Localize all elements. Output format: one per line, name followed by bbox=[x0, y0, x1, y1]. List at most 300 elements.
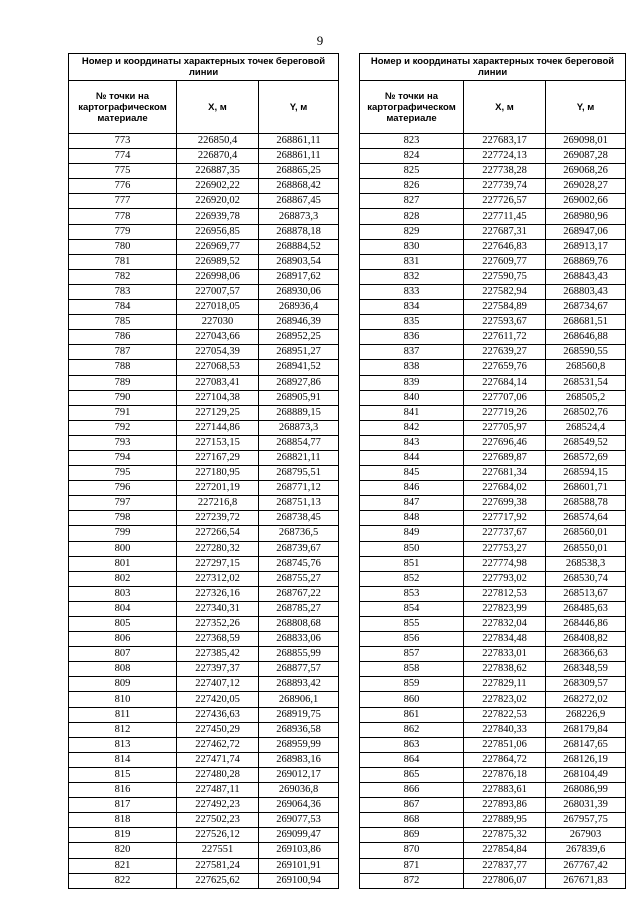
x-coordinate-cell: 227840,33 bbox=[464, 722, 546, 737]
point-number-cell: 839 bbox=[360, 375, 464, 390]
x-coordinate-cell: 227699,38 bbox=[464, 496, 546, 511]
point-number-cell: 774 bbox=[69, 149, 177, 164]
y-coordinate-cell: 268889,15 bbox=[259, 405, 339, 420]
y-coordinate-cell: 268983,16 bbox=[259, 752, 339, 767]
point-number-cell: 789 bbox=[69, 375, 177, 390]
y-coordinate-cell: 268031,39 bbox=[546, 798, 626, 813]
y-coordinate-cell: 268947,06 bbox=[546, 224, 626, 239]
point-number-cell: 793 bbox=[69, 435, 177, 450]
table-row bbox=[69, 571, 339, 586]
table-row bbox=[69, 466, 339, 481]
table-row bbox=[360, 194, 626, 209]
table-row bbox=[360, 541, 626, 556]
table-row bbox=[69, 179, 339, 194]
y-coordinate-cell: 268530,74 bbox=[546, 571, 626, 586]
y-coordinate-cell: 268226,9 bbox=[546, 707, 626, 722]
x-coordinate-cell: 227812,53 bbox=[464, 586, 546, 601]
y-coordinate-cell: 269012,17 bbox=[259, 767, 339, 782]
point-number-cell: 773 bbox=[69, 134, 177, 149]
x-coordinate-cell: 227340,31 bbox=[177, 601, 259, 616]
point-number-cell: 775 bbox=[69, 164, 177, 179]
point-number-cell: 845 bbox=[360, 466, 464, 481]
x-coordinate-cell: 227312,02 bbox=[177, 571, 259, 586]
x-coordinate-cell: 227684,14 bbox=[464, 375, 546, 390]
table-row bbox=[360, 677, 626, 692]
table-row bbox=[69, 601, 339, 616]
x-coordinate-cell: 227646,83 bbox=[464, 239, 546, 254]
table-row bbox=[360, 858, 626, 873]
x-coordinate-cell: 227851,06 bbox=[464, 737, 546, 752]
x-coordinate-cell: 227774,98 bbox=[464, 556, 546, 571]
point-number-cell: 796 bbox=[69, 481, 177, 496]
point-number-cell: 844 bbox=[360, 450, 464, 465]
y-coordinate-cell: 268854,77 bbox=[259, 435, 339, 450]
point-number-cell: 780 bbox=[69, 239, 177, 254]
column-header-point-number: № точки на картографическом материале bbox=[69, 81, 177, 134]
table-row bbox=[360, 435, 626, 450]
point-number-cell: 795 bbox=[69, 466, 177, 481]
x-coordinate-cell: 227054,39 bbox=[177, 345, 259, 360]
y-coordinate-cell: 268951,27 bbox=[259, 345, 339, 360]
point-number-cell: 821 bbox=[69, 858, 177, 873]
x-coordinate-cell: 226939,78 bbox=[177, 209, 259, 224]
point-number-cell: 846 bbox=[360, 481, 464, 496]
x-coordinate-cell: 227551 bbox=[177, 843, 259, 858]
y-coordinate-cell: 268878,18 bbox=[259, 224, 339, 239]
x-coordinate-cell: 226850,4 bbox=[177, 134, 259, 149]
table-row bbox=[360, 632, 626, 647]
x-coordinate-cell: 227326,16 bbox=[177, 586, 259, 601]
table-row bbox=[360, 526, 626, 541]
point-number-cell: 778 bbox=[69, 209, 177, 224]
point-number-cell: 865 bbox=[360, 767, 464, 782]
y-coordinate-cell: 268795,51 bbox=[259, 466, 339, 481]
point-number-cell: 802 bbox=[69, 571, 177, 586]
y-coordinate-cell: 268348,59 bbox=[546, 662, 626, 677]
point-number-cell: 842 bbox=[360, 420, 464, 435]
y-coordinate-cell: 268785,27 bbox=[259, 601, 339, 616]
point-number-cell: 816 bbox=[69, 783, 177, 798]
point-number-cell: 777 bbox=[69, 194, 177, 209]
point-number-cell: 832 bbox=[360, 269, 464, 284]
y-coordinate-cell: 268681,51 bbox=[546, 315, 626, 330]
point-number-cell: 855 bbox=[360, 617, 464, 632]
x-coordinate-cell: 227609,77 bbox=[464, 254, 546, 269]
point-number-cell: 808 bbox=[69, 662, 177, 677]
x-coordinate-cell: 227864,72 bbox=[464, 752, 546, 767]
column-header-point-number: № точки на картографическом материале bbox=[360, 81, 464, 134]
table-row bbox=[360, 481, 626, 496]
x-coordinate-cell: 227144,86 bbox=[177, 420, 259, 435]
x-coordinate-cell: 227582,94 bbox=[464, 284, 546, 299]
point-number-cell: 810 bbox=[69, 692, 177, 707]
table-row bbox=[69, 239, 339, 254]
table-row bbox=[360, 375, 626, 390]
x-coordinate-cell: 227385,42 bbox=[177, 647, 259, 662]
x-coordinate-cell: 226870,4 bbox=[177, 149, 259, 164]
point-number-cell: 863 bbox=[360, 737, 464, 752]
y-coordinate-cell: 268538,3 bbox=[546, 556, 626, 571]
x-coordinate-cell: 227492,23 bbox=[177, 798, 259, 813]
y-coordinate-cell: 268755,27 bbox=[259, 571, 339, 586]
x-coordinate-cell: 227717,92 bbox=[464, 511, 546, 526]
x-coordinate-cell: 227832,04 bbox=[464, 617, 546, 632]
point-number-cell: 827 bbox=[360, 194, 464, 209]
x-coordinate-cell: 227625,62 bbox=[177, 873, 259, 888]
table-row bbox=[360, 828, 626, 843]
point-number-cell: 857 bbox=[360, 647, 464, 662]
y-coordinate-cell: 268861,11 bbox=[259, 149, 339, 164]
table-row bbox=[360, 843, 626, 858]
table-row bbox=[360, 783, 626, 798]
table-row bbox=[69, 662, 339, 677]
y-coordinate-cell: 268524,4 bbox=[546, 420, 626, 435]
table-row bbox=[69, 224, 339, 239]
table-row bbox=[360, 134, 626, 149]
point-number-cell: 823 bbox=[360, 134, 464, 149]
point-number-cell: 831 bbox=[360, 254, 464, 269]
y-coordinate-cell: 268751,13 bbox=[259, 496, 339, 511]
x-coordinate-cell: 227854,84 bbox=[464, 843, 546, 858]
table-row bbox=[360, 450, 626, 465]
table-row bbox=[360, 813, 626, 828]
y-coordinate-cell: 268179,84 bbox=[546, 722, 626, 737]
x-coordinate-cell: 227153,15 bbox=[177, 435, 259, 450]
x-coordinate-cell: 227471,74 bbox=[177, 752, 259, 767]
point-number-cell: 858 bbox=[360, 662, 464, 677]
table-row bbox=[360, 300, 626, 315]
x-coordinate-cell: 227018,05 bbox=[177, 300, 259, 315]
x-coordinate-cell: 226887,35 bbox=[177, 164, 259, 179]
y-coordinate-cell: 268272,02 bbox=[546, 692, 626, 707]
table-row bbox=[69, 164, 339, 179]
y-coordinate-cell: 268531,54 bbox=[546, 375, 626, 390]
point-number-cell: 838 bbox=[360, 360, 464, 375]
point-number-cell: 851 bbox=[360, 556, 464, 571]
x-coordinate-cell: 227737,67 bbox=[464, 526, 546, 541]
x-coordinate-cell: 227823,02 bbox=[464, 692, 546, 707]
x-coordinate-cell: 227167,29 bbox=[177, 450, 259, 465]
table-row bbox=[360, 617, 626, 632]
table-row bbox=[69, 450, 339, 465]
x-coordinate-cell: 227823,99 bbox=[464, 601, 546, 616]
table-row bbox=[69, 420, 339, 435]
x-coordinate-cell: 226969,77 bbox=[177, 239, 259, 254]
table-row bbox=[360, 707, 626, 722]
table-row bbox=[360, 692, 626, 707]
table-row bbox=[69, 752, 339, 767]
point-number-cell: 805 bbox=[69, 617, 177, 632]
x-coordinate-cell: 227893,86 bbox=[464, 798, 546, 813]
x-coordinate-cell: 227705,97 bbox=[464, 420, 546, 435]
x-coordinate-cell: 227593,67 bbox=[464, 315, 546, 330]
table-row bbox=[360, 722, 626, 737]
table-row bbox=[69, 783, 339, 798]
table-row bbox=[360, 662, 626, 677]
table-body-left bbox=[69, 134, 339, 889]
point-number-cell: 788 bbox=[69, 360, 177, 375]
x-coordinate-cell: 227352,26 bbox=[177, 617, 259, 632]
y-coordinate-cell: 268745,76 bbox=[259, 556, 339, 571]
table-title: Номер и координаты характерных точек береговой линии bbox=[69, 54, 339, 81]
point-number-cell: 872 bbox=[360, 873, 464, 888]
point-number-cell: 812 bbox=[69, 722, 177, 737]
y-coordinate-cell: 268873,3 bbox=[259, 209, 339, 224]
table-row bbox=[360, 224, 626, 239]
table-row bbox=[360, 360, 626, 375]
y-coordinate-cell: 268771,12 bbox=[259, 481, 339, 496]
y-coordinate-cell: 269099,47 bbox=[259, 828, 339, 843]
table-row bbox=[360, 164, 626, 179]
x-coordinate-cell: 227297,15 bbox=[177, 556, 259, 571]
table-row bbox=[69, 767, 339, 782]
y-coordinate-cell: 268821,11 bbox=[259, 450, 339, 465]
point-number-cell: 784 bbox=[69, 300, 177, 315]
point-number-cell: 804 bbox=[69, 601, 177, 616]
y-coordinate-cell: 268590,55 bbox=[546, 345, 626, 360]
column-header-x: X, м bbox=[464, 81, 546, 134]
x-coordinate-cell: 227833,01 bbox=[464, 647, 546, 662]
x-coordinate-cell: 227683,17 bbox=[464, 134, 546, 149]
x-coordinate-cell: 227639,27 bbox=[464, 345, 546, 360]
table-row bbox=[360, 556, 626, 571]
y-coordinate-cell: 268843,43 bbox=[546, 269, 626, 284]
table-row bbox=[360, 601, 626, 616]
table-row bbox=[69, 254, 339, 269]
x-coordinate-cell: 227590,75 bbox=[464, 269, 546, 284]
point-number-cell: 864 bbox=[360, 752, 464, 767]
x-coordinate-cell: 227711,45 bbox=[464, 209, 546, 224]
y-coordinate-cell: 268903,54 bbox=[259, 254, 339, 269]
table-row bbox=[360, 647, 626, 662]
y-coordinate-cell: 268808,68 bbox=[259, 617, 339, 632]
table-row bbox=[69, 300, 339, 315]
table-row bbox=[69, 707, 339, 722]
table-row bbox=[360, 254, 626, 269]
point-number-cell: 834 bbox=[360, 300, 464, 315]
table-row bbox=[360, 315, 626, 330]
y-coordinate-cell: 268086,99 bbox=[546, 783, 626, 798]
y-coordinate-cell: 268873,3 bbox=[259, 420, 339, 435]
table-row bbox=[360, 209, 626, 224]
x-coordinate-cell: 227266,54 bbox=[177, 526, 259, 541]
point-number-cell: 835 bbox=[360, 315, 464, 330]
point-number-cell: 820 bbox=[69, 843, 177, 858]
y-coordinate-cell: 268893,42 bbox=[259, 677, 339, 692]
table-row bbox=[69, 692, 339, 707]
point-number-cell: 787 bbox=[69, 345, 177, 360]
table-row bbox=[360, 345, 626, 360]
y-coordinate-cell: 268147,65 bbox=[546, 737, 626, 752]
y-coordinate-cell: 269101,91 bbox=[259, 858, 339, 873]
x-coordinate-cell: 227462,72 bbox=[177, 737, 259, 752]
x-coordinate-cell: 227407,12 bbox=[177, 677, 259, 692]
table-row bbox=[360, 586, 626, 601]
table-row bbox=[69, 541, 339, 556]
x-coordinate-cell: 227526,12 bbox=[177, 828, 259, 843]
table-row bbox=[360, 269, 626, 284]
x-coordinate-cell: 227681,34 bbox=[464, 466, 546, 481]
y-coordinate-cell: 269036,8 bbox=[259, 783, 339, 798]
point-number-cell: 807 bbox=[69, 647, 177, 662]
y-coordinate-cell: 268560,8 bbox=[546, 360, 626, 375]
y-coordinate-cell: 268980,96 bbox=[546, 209, 626, 224]
table-row bbox=[69, 194, 339, 209]
table-row bbox=[69, 677, 339, 692]
x-coordinate-cell: 227239,72 bbox=[177, 511, 259, 526]
point-number-cell: 866 bbox=[360, 783, 464, 798]
point-number-cell: 837 bbox=[360, 345, 464, 360]
y-coordinate-cell: 268550,01 bbox=[546, 541, 626, 556]
x-coordinate-cell: 227876,18 bbox=[464, 767, 546, 782]
table-row bbox=[360, 420, 626, 435]
table-row bbox=[69, 209, 339, 224]
x-coordinate-cell: 227822,53 bbox=[464, 707, 546, 722]
table-row bbox=[69, 632, 339, 647]
point-number-cell: 791 bbox=[69, 405, 177, 420]
point-number-cell: 814 bbox=[69, 752, 177, 767]
y-coordinate-cell: 269077,53 bbox=[259, 813, 339, 828]
x-coordinate-cell: 227726,57 bbox=[464, 194, 546, 209]
point-number-cell: 782 bbox=[69, 269, 177, 284]
y-coordinate-cell: 268366,63 bbox=[546, 647, 626, 662]
point-number-cell: 790 bbox=[69, 390, 177, 405]
x-coordinate-cell: 227793,02 bbox=[464, 571, 546, 586]
point-number-cell: 852 bbox=[360, 571, 464, 586]
table-row bbox=[69, 722, 339, 737]
column-header-x: X, м bbox=[177, 81, 259, 134]
point-number-cell: 856 bbox=[360, 632, 464, 647]
point-number-cell: 869 bbox=[360, 828, 464, 843]
table-row bbox=[69, 481, 339, 496]
table-row bbox=[360, 873, 626, 888]
y-coordinate-cell: 269068,26 bbox=[546, 164, 626, 179]
y-coordinate-cell: 268408,82 bbox=[546, 632, 626, 647]
x-coordinate-cell: 227687,31 bbox=[464, 224, 546, 239]
point-number-cell: 828 bbox=[360, 209, 464, 224]
x-coordinate-cell: 227834,48 bbox=[464, 632, 546, 647]
table-row bbox=[69, 149, 339, 164]
y-coordinate-cell: 268868,42 bbox=[259, 179, 339, 194]
point-number-cell: 862 bbox=[360, 722, 464, 737]
point-number-cell: 841 bbox=[360, 405, 464, 420]
point-number-cell: 817 bbox=[69, 798, 177, 813]
table-row bbox=[69, 511, 339, 526]
x-coordinate-cell: 227420,05 bbox=[177, 692, 259, 707]
table-row bbox=[69, 360, 339, 375]
x-coordinate-cell: 227030 bbox=[177, 315, 259, 330]
y-coordinate-cell: 268865,25 bbox=[259, 164, 339, 179]
page-number: 9 bbox=[316, 33, 324, 48]
point-number-cell: 870 bbox=[360, 843, 464, 858]
x-coordinate-cell: 227502,23 bbox=[177, 813, 259, 828]
x-coordinate-cell: 227806,07 bbox=[464, 873, 546, 888]
y-coordinate-cell: 268936,4 bbox=[259, 300, 339, 315]
y-coordinate-cell: 268930,06 bbox=[259, 284, 339, 299]
y-coordinate-cell: 268867,45 bbox=[259, 194, 339, 209]
table-row bbox=[69, 405, 339, 420]
point-number-cell: 848 bbox=[360, 511, 464, 526]
y-coordinate-cell: 268869,76 bbox=[546, 254, 626, 269]
point-number-cell: 813 bbox=[69, 737, 177, 752]
point-number-cell: 825 bbox=[360, 164, 464, 179]
point-number-cell: 783 bbox=[69, 284, 177, 299]
x-coordinate-cell: 227753,27 bbox=[464, 541, 546, 556]
y-coordinate-cell: 268936,58 bbox=[259, 722, 339, 737]
point-number-cell: 836 bbox=[360, 330, 464, 345]
point-number-cell: 854 bbox=[360, 601, 464, 616]
x-coordinate-cell: 227739,74 bbox=[464, 179, 546, 194]
y-coordinate-cell: 268309,57 bbox=[546, 677, 626, 692]
y-coordinate-cell: 267671,83 bbox=[546, 873, 626, 888]
y-coordinate-cell: 268952,25 bbox=[259, 330, 339, 345]
y-coordinate-cell: 268549,52 bbox=[546, 435, 626, 450]
x-coordinate-cell: 227280,32 bbox=[177, 541, 259, 556]
x-coordinate-cell: 227104,38 bbox=[177, 390, 259, 405]
y-coordinate-cell: 268959,99 bbox=[259, 737, 339, 752]
y-coordinate-cell: 267767,42 bbox=[546, 858, 626, 873]
point-number-cell: 847 bbox=[360, 496, 464, 511]
y-coordinate-cell: 268588,78 bbox=[546, 496, 626, 511]
table-row bbox=[360, 767, 626, 782]
point-number-cell: 811 bbox=[69, 707, 177, 722]
point-number-cell: 794 bbox=[69, 450, 177, 465]
point-number-cell: 833 bbox=[360, 284, 464, 299]
x-coordinate-cell: 227689,87 bbox=[464, 450, 546, 465]
table-row bbox=[360, 405, 626, 420]
table-row bbox=[360, 571, 626, 586]
table-title: Номер и координаты характерных точек береговой линии bbox=[360, 54, 626, 81]
y-coordinate-cell: 268126,19 bbox=[546, 752, 626, 767]
point-number-cell: 840 bbox=[360, 390, 464, 405]
point-number-cell: 815 bbox=[69, 767, 177, 782]
table-row bbox=[69, 873, 339, 888]
x-coordinate-cell: 227584,89 bbox=[464, 300, 546, 315]
y-coordinate-cell: 269028,27 bbox=[546, 179, 626, 194]
table-row bbox=[69, 134, 339, 149]
point-number-cell: 868 bbox=[360, 813, 464, 828]
point-number-cell: 830 bbox=[360, 239, 464, 254]
y-coordinate-cell: 268736,5 bbox=[259, 526, 339, 541]
x-coordinate-cell: 227724,13 bbox=[464, 149, 546, 164]
y-coordinate-cell: 268446,86 bbox=[546, 617, 626, 632]
y-coordinate-cell: 268513,67 bbox=[546, 586, 626, 601]
y-coordinate-cell: 269002,66 bbox=[546, 194, 626, 209]
x-coordinate-cell: 227450,29 bbox=[177, 722, 259, 737]
y-coordinate-cell: 268502,76 bbox=[546, 405, 626, 420]
y-coordinate-cell: 268877,57 bbox=[259, 662, 339, 677]
point-number-cell: 785 bbox=[69, 315, 177, 330]
y-coordinate-cell: 268884,52 bbox=[259, 239, 339, 254]
y-coordinate-cell: 268861,11 bbox=[259, 134, 339, 149]
x-coordinate-cell: 226920,02 bbox=[177, 194, 259, 209]
point-number-cell: 803 bbox=[69, 586, 177, 601]
x-coordinate-cell: 227043,66 bbox=[177, 330, 259, 345]
point-number-cell: 829 bbox=[360, 224, 464, 239]
y-coordinate-cell: 268572,69 bbox=[546, 450, 626, 465]
point-number-cell: 781 bbox=[69, 254, 177, 269]
y-coordinate-cell: 269098,01 bbox=[546, 134, 626, 149]
table-row bbox=[360, 752, 626, 767]
x-coordinate-cell: 227129,25 bbox=[177, 405, 259, 420]
table-row bbox=[69, 390, 339, 405]
table-row bbox=[69, 496, 339, 511]
x-coordinate-cell: 227837,77 bbox=[464, 858, 546, 873]
point-number-cell: 849 bbox=[360, 526, 464, 541]
x-coordinate-cell: 227480,28 bbox=[177, 767, 259, 782]
table-row bbox=[69, 843, 339, 858]
y-coordinate-cell: 268906,1 bbox=[259, 692, 339, 707]
